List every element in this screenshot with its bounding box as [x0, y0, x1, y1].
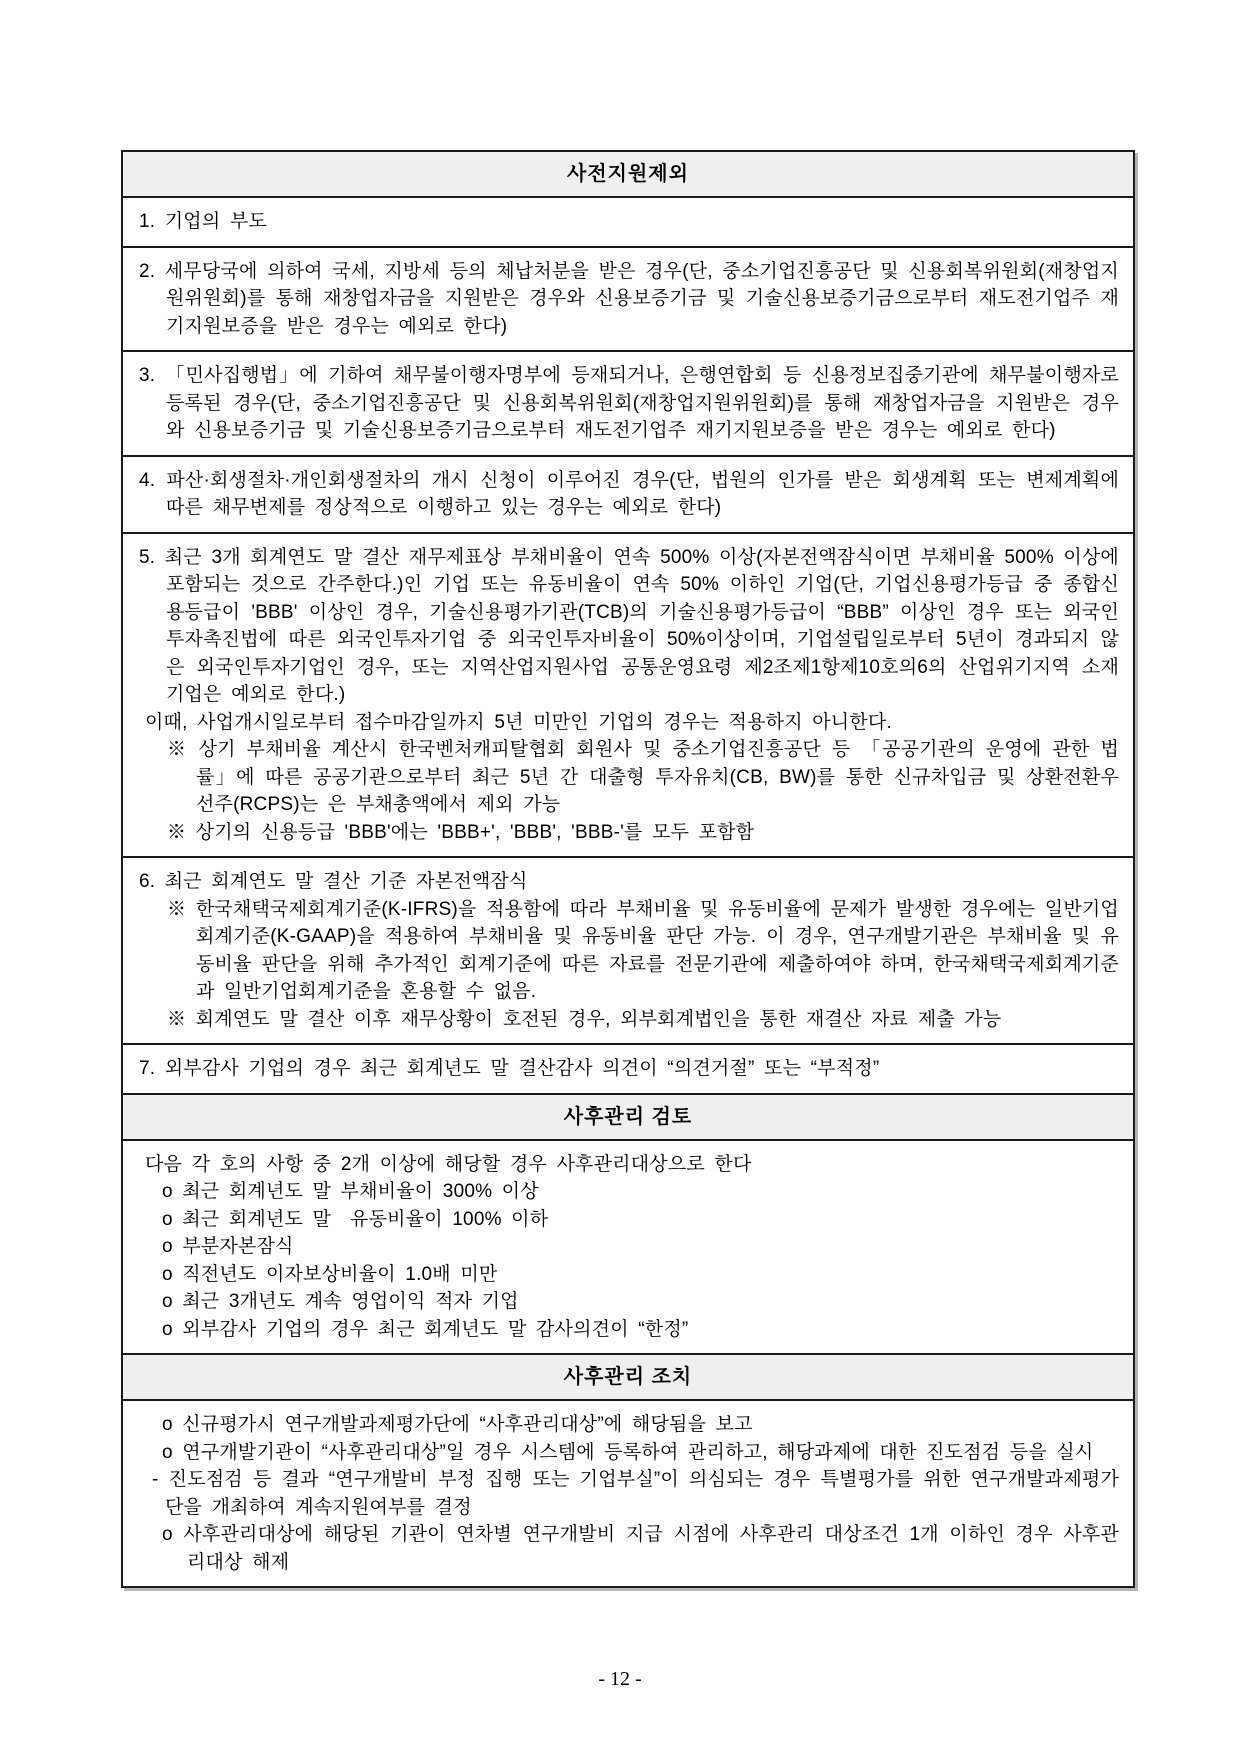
item-6-note-1-text: ※ 한국채택국제회계기준(K-IFRS)을 적용함에 따라 부채비율 및 유동비율에 문제가 발생한 경우에는 일반기업회계기준(K-GAAP)을 적용하여 부채비율 및 유동비율 판단 가능. 이 경우, 연구개발기관은 부채비율 및 유동비율 판단을 위해 추가적인 회계기준에 따른 자료를 전문기관에 제출하여야 하며, 한국채택국제회계기준과 일반기업회계기준을 혼용할 수 없음.	[167, 898, 1119, 1002]
item-3-text: 3. 「민사집행법」에 기하여 채무불이행자명부에 등재되거나, 은행연합회 등 신용정보집중기관에 채무불이행자로 등록된 경우(단, 중소기업진흥공단 및 신용회복위원회(재창업지원위원회)를 통해 재창업자금을 지원받은 경우와 신용보증기금 및 기술신용보증기금으로부터 재도전기업주 재기지원보증을 받은 경우는 예외로 한다)	[139, 365, 1129, 441]
review-bullet-3-text: o 부분자본잠식	[162, 1236, 294, 1257]
item-4-text: 4. 파산·회생절차·개인회생절차의 개시 신청이 이루어진 경우(단, 법원의 인가를 받은 회생계획 또는 변제계획에 따른 채무변제를 정상적으로 이행하고 있는 경우는 예외로 한다)	[139, 469, 1129, 518]
row-item-4	[123, 455, 1133, 532]
section-header-pre-exclusion-label: 사전지원제외	[567, 163, 689, 185]
document-table	[121, 150, 1135, 1588]
actions-bullet-3-text: o 사후관리대상에 해당된 기관이 연차별 연구개발비 지급 시점에 사후관리 대상조건 1개 이하인 경우 사후관리대상 해제	[162, 1524, 1119, 1573]
actions-dash-1-text: - 진도점검 등 결과 “연구개발비 부정 집행 또는 기업부실”이 의심되는 경우 특별평가를 위한 연구개발과제평가단을 개최하여 계속지원여부를 결정	[152, 1469, 1119, 1518]
actions-bullet-2-text: o 연구개발기관이 “사후관리대상”일 경우 시스템에 등록하여 관리하고, 해당과제에 대한 진도점검 등을 실시	[162, 1441, 1094, 1463]
review-bullet-4-text: o 직전년도 이자보상비율이 1.0배 미만	[162, 1263, 498, 1285]
item-7-text: 7. 외부감사 기업의 경우 최근 회계년도 말 결산감사 의견이 “의견거절” 또는 “부적정”	[139, 1058, 880, 1079]
review-bullet-2-text: o 최근 회계년도 말 유동비율이 100% 이하	[162, 1208, 549, 1230]
section-header-actions-label: 사후관리 조치	[563, 1366, 693, 1388]
row-item-6	[123, 856, 1133, 1043]
page-number: - 12 -	[598, 1668, 642, 1690]
item-2-text: 2. 세무당국에 의하여 국세, 지방세 등의 체납처분을 받은 경우(단, 중소기업진흥공단 및 신용회복위원회(재창업지원위원회)를 통해 재창업자금을 지원받은 경우와 신용보증기금 및 기술신용보증기금으로부터 재도전기업주 재기지원보증을 받은 경우는 예외로 한다)	[139, 260, 1119, 337]
item-1-text: 1. 기업의 부도	[139, 211, 267, 232]
section-header-review-label: 사후관리 검토	[563, 1105, 693, 1128]
section-header-pre-exclusion	[123, 152, 1133, 196]
review-bullet-6-text: o 외부감사 기업의 경우 최근 회계년도 말 감사의견이 “한정”	[162, 1318, 689, 1340]
section-header-review	[123, 1093, 1133, 1139]
item-6-main-text: 6. 최근 회계연도 말 결산 기준 자본전액잠식	[139, 871, 528, 892]
row-actions-content	[123, 1399, 1133, 1586]
review-bullet-5-text: o 최근 3개년도 계속 영업이익 적자 기업	[162, 1291, 519, 1312]
review-intro-text: 다음 각 호의 사항 중 2개 이상에 해당할 경우 사후관리대상으로 한다	[145, 1153, 752, 1175]
row-review-content	[123, 1139, 1133, 1354]
row-item-3	[123, 350, 1133, 455]
item-5-main-text: 5. 최근 3개 회계연도 말 결산 재무제표상 부채비율이 연속 500% 이상(자본전액잠식이면 부채비율 500% 이상에 포함되는 것으로 간주한다.)인 기업 또는 유동비율이 연속 50% 이하인 기업(단, 기업신용평가등급 중 종합신용등급이 'BBB' 이상인 경우, 기술신용평가기관(TCB)의 기술신용평가등급이 “BBB” 이상인 경우 또는 외국인투자촉진법에 따른 외국인투자기업 중 외국인투자비율이 50%이상이며, 기업설립일로부터 5년이 경과되지 않은 외국인투자기업인 경우, 또는 지역산업지원사업 공통운영요령 제2조제1항제10호의6의 산업위기지역 소재 기업은 예외로 한다.)	[139, 546, 1129, 705]
item-6-note-2-text: ※ 회계연도 말 결산 이후 재무상황이 호전된 경우, 외부회계법인을 통한 재결산 자료 제출 가능	[167, 1008, 1002, 1030]
row-item-2	[123, 246, 1133, 351]
item-5-continuation-text: 이때, 사업개시일로부터 접수마감일까지 5년 미만인 기업의 경우는 적용하지 아니한다.	[145, 711, 892, 733]
section-header-actions	[123, 1353, 1133, 1399]
row-item-5	[123, 532, 1133, 857]
item-5-note-2-text: ※ 상기의 신용등급 'BBB'에는 'BBB+', 'BBB', 'BBB-'를 모두 포함함	[167, 821, 755, 843]
review-bullet-1-text: o 최근 회계년도 말 부채비율이 300% 이상	[162, 1181, 539, 1202]
row-item-7	[123, 1043, 1133, 1093]
row-item-1	[123, 196, 1133, 246]
actions-bullet-1-text: o 신규평가시 연구개발과제평가단에 “사후관리대상”에 해당됨을 보고	[162, 1414, 753, 1435]
item-5-note-1-text: ※ 상기 부채비율 계산시 한국벤처캐피탈협회 회원사 및 중소기업진흥공단 등 「공공기관의 운영에 관한 법률」에 따른 공공기관으로부터 최근 5년 간 대출형 투자유치(CB, BW)를 통한 신규차입금 및 상환전환우선주(RCPS)는 은 부채총액에서 제외 가능	[167, 739, 1119, 815]
